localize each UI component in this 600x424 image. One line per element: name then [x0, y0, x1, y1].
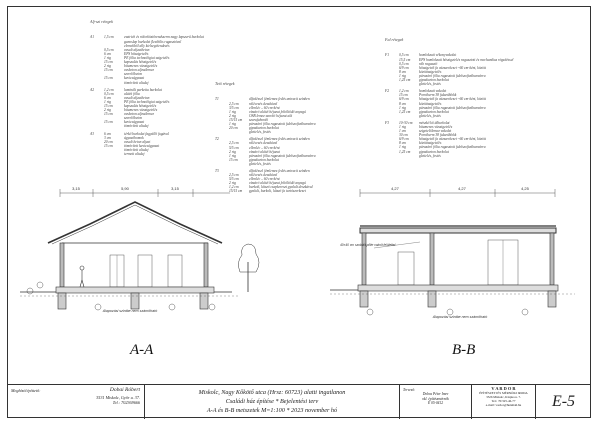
layer-thickness: 5/5 cm: [229, 145, 239, 150]
layer-code: F2: [385, 89, 389, 94]
layer-thickness: 30 cm: [399, 133, 408, 138]
layer-description: glettelés, festés: [419, 82, 441, 87]
layer-description: homlokzati vékonyvakolat: [419, 53, 457, 58]
aa-ground-note: Alapozási szintbe nem számítható: [102, 309, 158, 313]
layer-thickness: 2 rtg: [229, 113, 236, 118]
aa-dim-2: 5,90: [121, 186, 129, 191]
designer-label: Tervező:: [403, 388, 416, 392]
layer-thickness: 1,25 cm: [399, 78, 411, 83]
layer-thickness: 1 rtg: [104, 99, 111, 104]
layer-thickness: 2 rtg: [104, 108, 111, 113]
designer-code: É 05-0412: [427, 401, 444, 406]
bb-dim-2: 4,27: [458, 186, 466, 191]
layer-description: párazáró fólia ragasztott falelszoftvábanvárra: [419, 105, 486, 110]
layer-description: ellenléc – 60 cm-ként: [249, 105, 280, 110]
layer-description: PE fólia technológiai szigetelés: [124, 55, 170, 60]
layer-description: gipszkarton burkolat: [419, 78, 449, 83]
layer-description: laminált parketta burkolat: [124, 87, 162, 92]
designer-name: Dobos Péter Imre: [422, 392, 449, 397]
layer-description: vasbeton aljzatlemez: [124, 112, 154, 117]
layer-description: párazáró fólia ragasztott falelszoftvábanvárra: [249, 122, 316, 127]
layer-description: vízzáró alátét héjazat feltöltődő anyagú: [249, 181, 306, 186]
layer-thickness: 20 cm: [104, 139, 113, 144]
layer-description: kavicságyazat: [124, 76, 145, 81]
layer-description: hőszigetelt fa vázszerkezet ~60 cm-ként, között: [419, 137, 486, 142]
aa-floor-slab: [56, 287, 214, 293]
layer-thickness: 6 cm: [104, 95, 111, 100]
layer-description: termett altalaj: [124, 152, 145, 156]
layer-description: rálécezés deszkával: [249, 101, 278, 106]
layer-description: tömörített altalaj: [124, 80, 149, 85]
firm-sub: ÉPÍTÉSZETI ÉS MÉRNÖKI IRODA: [479, 391, 528, 395]
layer-code: F3: [385, 120, 389, 125]
layer-description: tömörített altalaj: [124, 124, 149, 129]
project-cell: [145, 385, 400, 419]
layer-description: álfedéssel fémlemez fedés antracit színben: [249, 97, 310, 102]
layer-code: A3: [90, 131, 94, 136]
firm-tel: Tel.: 70/325-46-77: [491, 399, 516, 403]
layer-thickness: 15/15 cm: [229, 189, 243, 194]
aa-roof: [48, 202, 222, 243]
layer-description: álfedéssel fémlemez fedés antracit színben: [249, 137, 310, 142]
layer-thickness: 15 cm: [104, 103, 113, 108]
layer-thickness: 1 rtg: [399, 124, 406, 129]
bb-callout: 40×40 cm szoldált pillér vakolt felülettel: [340, 243, 396, 247]
layer-description: gipszkarton burkolat: [419, 109, 449, 114]
title-block: [7, 384, 591, 418]
roof-layers-title: Tető rétegek: [215, 81, 235, 87]
aa-dim-1: 3,15: [72, 186, 80, 191]
layer-description: gipszkarton burkolat: [419, 149, 449, 154]
layer-description: glettelés, festés: [419, 113, 441, 118]
layer-thickness: 0,5 cm: [104, 47, 114, 52]
layer-description: párazáró fólia ragasztott falelszoftvábanvárra: [419, 73, 486, 78]
bb-wall-left: [362, 233, 366, 285]
layer-description: gyalult, burkolt, látszó fa tartószerkezet: [249, 189, 306, 194]
layer-thickness: 0,5 cm: [399, 53, 409, 58]
layer-description: vasalt aljzatbeton: [124, 47, 150, 52]
firm-addr: 3526 Miskolc, Klapka u. 7.: [486, 395, 521, 399]
layer-description: vasalt beton aljzat: [124, 139, 151, 144]
layer-description: elemekből ally kielsegétendezés: [124, 43, 170, 48]
layer-description: közöttszigetelés: [419, 69, 442, 74]
layer-thickness: 20 cm: [229, 126, 238, 131]
layer-description: kapszulás hőszigetelés: [124, 103, 157, 108]
layer-thickness: 1 rtg: [399, 145, 406, 150]
layer-thickness: 6 cm: [104, 131, 111, 136]
layer-thickness: 6/9 cm: [399, 65, 409, 70]
layer-description: bitumenes vízszigetelés: [419, 124, 453, 129]
bb-ground-note: Alapozási szintbe nem számítható: [432, 315, 488, 319]
layer-code: T2: [215, 137, 219, 142]
layer-thickness: 1 rtg: [104, 55, 111, 60]
layer-description: vasalt aljzatbeton: [124, 95, 150, 100]
person-icon: [80, 266, 84, 287]
layer-thickness: 2 rtg: [104, 64, 111, 69]
layer-code: F1: [385, 53, 389, 58]
layer-description: kavicságyazat: [124, 120, 145, 125]
layer-description: burkolt, látszó csapkereszt gyalult deszkával: [249, 185, 313, 190]
layer-description: EPS homlokzati hőszigetelés ragasztott és mechanikus rögzítéssel: [419, 57, 514, 62]
layer-description: közöttszigetelés: [419, 141, 442, 146]
layer-description: glettelés, festés: [419, 153, 441, 158]
owner-label: Megbízó/építtető:: [11, 388, 41, 393]
layer-description: ráb ragasztó: [419, 61, 438, 66]
layer-description: PE fólia technológiai szigetelés: [124, 99, 170, 104]
layer-description: bitumenes vízszigetelés: [124, 108, 158, 113]
layer-thickness: 15 cm: [229, 157, 238, 162]
owner-name: Dobai Róbert: [109, 387, 140, 393]
layer-description: alátét fólia: [124, 91, 140, 96]
layer-description: térkő burkolat fagyálló fugával: [124, 131, 169, 136]
layer-thickness: 15 cm: [104, 112, 113, 117]
layer-description: tömörített kavicságyazat: [124, 143, 160, 148]
layer-thickness: 15,5 cm: [399, 57, 411, 62]
layer-thickness: 1 rtg: [229, 153, 236, 158]
layer-thickness: 8 cm: [399, 69, 406, 74]
bb-roof: [360, 228, 556, 233]
layer-description: közöttszigetelés: [419, 101, 442, 106]
aa-dim-3: 3,15: [171, 186, 179, 191]
layer-description: rálécezés deszkával: [249, 173, 278, 178]
layer-description: esztrich és ridorköztőrendszerm nagy lapszerű burkolat: [124, 35, 204, 40]
owner-address: 3531 Miskolc, Győr u. 37.: [96, 395, 140, 400]
layer-thickness: 6/9 cm: [399, 97, 409, 102]
wall-layers-title: Fal rétegek: [385, 37, 404, 43]
layer-thickness: 1 rtg: [399, 73, 406, 78]
layer-thickness: 0,5 cm: [104, 91, 114, 96]
floor-layers-title: Alj-szi rétegek: [90, 19, 113, 25]
aa-wall-left: [60, 243, 64, 287]
layer-thickness: 8 cm: [399, 101, 406, 106]
layer-description: Porotherm 38 falazóblokk: [419, 93, 457, 98]
layer-description: tömörített altalaj: [124, 147, 149, 152]
firm-mail: e-mail: vardor@hunmail.hu: [485, 403, 522, 407]
layer-thickness: 1,25 cm: [399, 109, 411, 114]
layer-description: párazáró fólia ragasztott falelszoftvábanvárra: [419, 145, 486, 150]
layer-description: hőszigetelt fa vázszerkezet ~60 cm-ként, között: [419, 97, 486, 102]
layer-description: OSB lemez szorító héjazat alá: [249, 113, 293, 118]
layer-code: T3: [215, 168, 219, 173]
layer-thickness: 1 cm: [399, 129, 406, 134]
layer-thickness: 2,5 cm: [229, 101, 239, 106]
layer-thickness: 3 cm: [104, 135, 111, 140]
layer-description: ellenléc – 60 cm-ként: [249, 145, 280, 150]
layer-code: T1: [215, 97, 219, 102]
layer-thickness: 15 cm: [104, 60, 113, 65]
layer-description: szarufahordó: [249, 117, 269, 122]
project-line-3: A-A és B-B metszetek M=1:100 * 2023 november hó: [206, 407, 338, 414]
layer-description: gipszkarton burkolat: [249, 157, 279, 162]
project-line-1: Miskolc, Nagy Kőkötő utca (Hrsz: 60723) alatti ingatlanon: [198, 389, 346, 396]
layer-description: vasbeton aljzatlemez: [124, 68, 154, 73]
layer-thickness: 15 cm: [104, 120, 113, 125]
layer-thickness: 1 rtg: [399, 105, 406, 110]
layer-thickness: 15 cm: [104, 143, 113, 148]
layer-thickness: 1,2 cm: [229, 185, 239, 190]
layer-thickness: 1 rtg: [229, 122, 236, 127]
layer-thickness: 2 rtg: [229, 149, 236, 154]
layer-thickness: 1,2 cm: [104, 87, 114, 92]
project-line-2: Családi ház építése * Bejelentési terv: [225, 398, 319, 405]
owner-phone: Tel.: 702369666: [112, 400, 140, 405]
layer-thickness: 10-30 cm: [399, 120, 413, 125]
layer-thickness: 1,5 cm: [104, 35, 114, 40]
layer-description: glettelés, festés: [249, 130, 271, 135]
layer-description: párazáró fólia ragasztott falelszoftvábanvárra: [249, 153, 316, 158]
layer-description: bitumenes vízszigetelés: [124, 64, 158, 69]
layer-thickness: 15 cm: [104, 76, 113, 81]
layer-thickness: 8 cm: [399, 141, 406, 146]
designer-reg: okl. építészmérnök: [422, 396, 449, 401]
layer-description: ganoslap burkolat flexibilis ragasztóval: [124, 39, 182, 44]
layer-description: mészkő kő álburkolat: [419, 120, 450, 125]
section-bb-label: B-B: [452, 342, 476, 358]
layer-description: ellenléc – 60 cm-ként: [249, 177, 280, 182]
layer-thickness: 2 rtg: [229, 181, 236, 186]
section-aa: [20, 189, 259, 310]
section-bb: [330, 189, 575, 315]
layer-thickness: 2,5 cm: [229, 141, 239, 146]
layer-description: glettelés, festés: [249, 161, 271, 166]
layer-description: szerelőbeton: [124, 116, 143, 121]
layer-thickness: 1,25 cm: [399, 149, 411, 154]
layer-thickness: 5/5 cm: [229, 177, 239, 182]
layer-thickness: 2,5 cm: [229, 173, 239, 178]
firm-name: V A R D O R: [491, 386, 516, 391]
layer-thickness: 3/5 cm: [229, 105, 239, 110]
layer-description: rálécezés deszkával: [249, 141, 278, 146]
layer-thickness: 1,2 cm: [399, 89, 409, 94]
layer-description: EPS hőszigetelés: [124, 51, 149, 56]
layer-thickness: 15 cm: [399, 93, 408, 98]
layer-description: kapszulás hőszigetelés: [124, 60, 157, 65]
layer-description: Porotherm 38 falazóblokk: [419, 133, 457, 138]
layer-description: álfedéssel fémlemez fedés antracit színben: [249, 168, 310, 173]
layer-description: homlokzati vakolat: [419, 89, 447, 94]
layer-thickness: 0,5 cm: [399, 61, 409, 66]
bb-floor-slab: [358, 285, 558, 291]
owner-cell: [7, 385, 145, 419]
bb-dim-3: 4,25: [521, 186, 529, 191]
bb-wall-right: [550, 233, 554, 285]
bb-dim-1: 4,27: [391, 186, 399, 191]
layer-thickness: 15/15 cm: [229, 117, 243, 122]
sheet-number: E-5: [551, 393, 576, 410]
designer-cell: [400, 385, 472, 419]
section-aa-label: A-A: [130, 342, 154, 358]
layer-thickness: 1 rtg: [229, 109, 236, 114]
layer-description: ágyazóhomok: [124, 135, 144, 140]
layer-description: szigetelőlemez vakolat: [419, 129, 452, 134]
layer-thickness: 15 cm: [104, 68, 113, 73]
layer-description: gipszkarton burkolat: [249, 126, 279, 131]
aa-wall-right: [204, 243, 208, 287]
layer-thickness: 6 cm: [104, 51, 111, 56]
firm-cell: [472, 385, 536, 419]
layer-thickness: 6/9 cm: [399, 137, 409, 142]
layer-description: szerelőbeton: [124, 72, 143, 77]
layer-description: vízzáró alátét héjazat feltöltődő anyagú: [249, 109, 306, 114]
layer-code: A2: [90, 87, 94, 92]
tree-icon: [238, 244, 259, 292]
layer-description: hőszigetelt fa vázszerkezet ~60 cm-ként, között: [419, 65, 486, 70]
layer-description: vízzáró alátét héjazat: [249, 149, 280, 154]
layer-code: A1: [90, 35, 94, 40]
